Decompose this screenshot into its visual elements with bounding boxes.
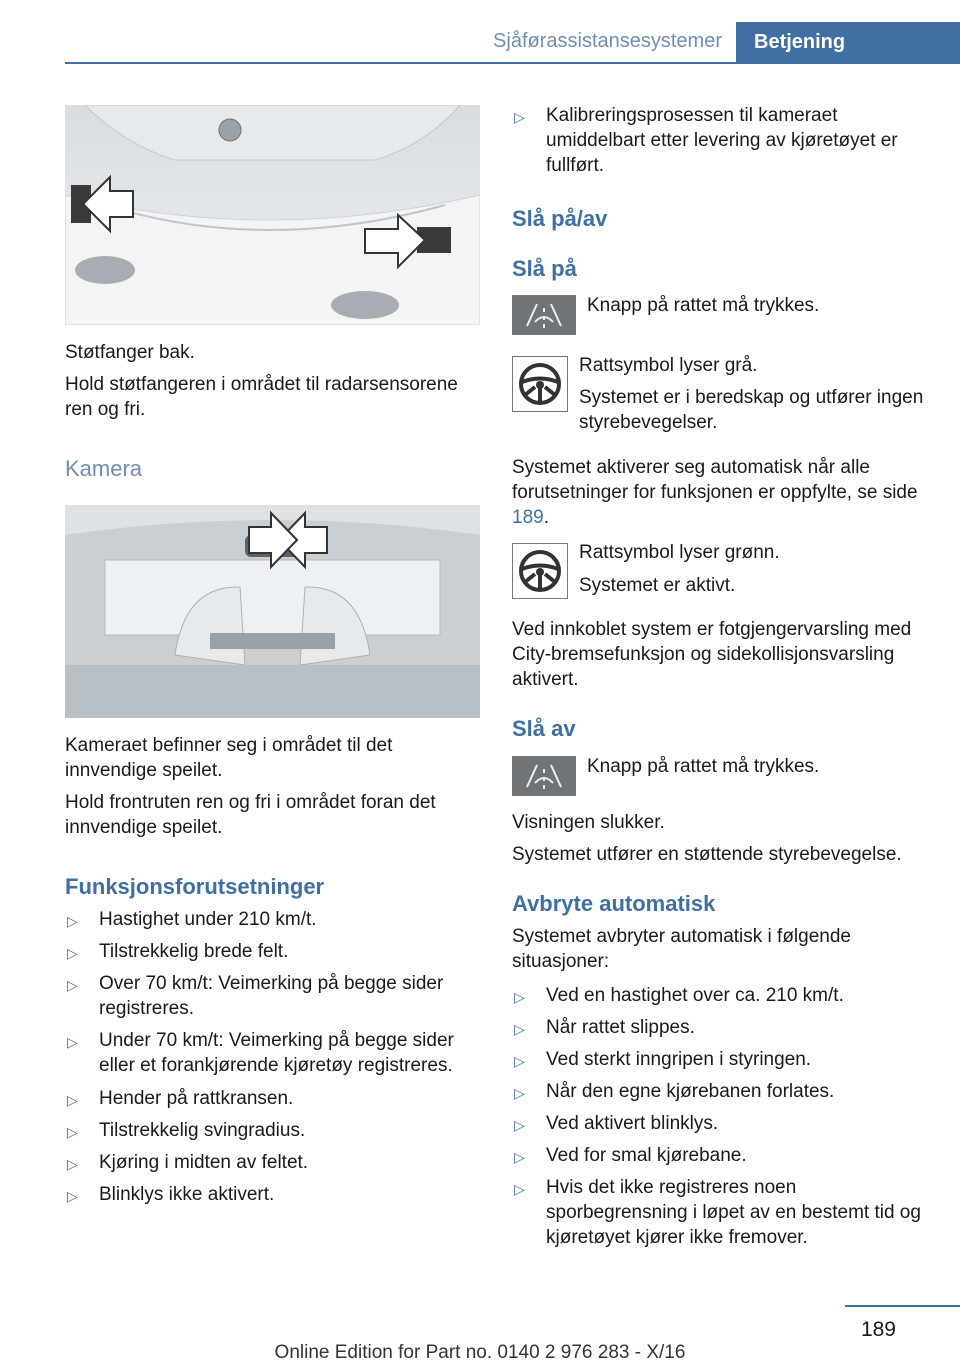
list-item: ▷ Når rattet slippes. (512, 1015, 927, 1040)
lane-assist-button-icon[interactable] (512, 295, 576, 335)
list-item: ▷ Over 70 km/t: Veimerking på begge sider registreres. (67, 973, 444, 1019)
triangle-bullet-icon: ▷ (67, 977, 78, 993)
triangle-bullet-icon: ▷ (514, 109, 525, 125)
triangle-bullet-icon: ▷ (67, 913, 78, 929)
list-item: ▷ Hender på rattkransen. (65, 1086, 485, 1111)
triangle-bullet-icon: ▷ (514, 989, 525, 1005)
list-item: ▷ Kjøring i midten av feltet. (65, 1150, 485, 1175)
steering-wheel-gray-icon (512, 356, 568, 412)
bumper-caption: Støtfanger bak. (65, 342, 195, 363)
off-line-1: Visningen slukker. (512, 812, 665, 833)
list-item: ▷ Blinklys ikke aktivert. (65, 1182, 485, 1207)
off-line-2: Systemet utfører en støttende styrebevegelse. (512, 844, 902, 865)
header-chapter-tab[interactable]: Betjening (736, 22, 960, 62)
triangle-bullet-icon: ▷ (67, 1156, 78, 1172)
green-symbol-line2: Systemet er aktivt. (579, 575, 736, 596)
list-item: ▷ Når den egne kjørebanen forlates. (512, 1079, 927, 1104)
header-section-title: Sjåførassistansesystemer (493, 30, 722, 52)
gray-symbol-line2: Systemet er i beredskap og utfører ingen styrebevegelser. (579, 387, 924, 433)
on-off-heading: Slå på/av (512, 206, 608, 231)
triangle-bullet-icon: ▷ (514, 1021, 525, 1037)
gray-symbol-line1: Rattsymbol lyser grå. (579, 355, 758, 376)
active-systems-text: Ved innkoblet system er fotgjengervarsling med City-bremsefunksjon og sidekollisjonsvarsling aktivert. (512, 619, 912, 690)
footer-rule (845, 1305, 960, 1307)
lane-assist-button-icon[interactable] (512, 756, 576, 796)
list-item: ▷ Ved en hastighet over ca. 210 km/t. (512, 983, 927, 1008)
triangle-bullet-icon: ▷ (514, 1149, 525, 1165)
page-link[interactable]: 189 (512, 507, 544, 528)
list-item: ▷ Hvis det ikke registreres noen sporbegrensning i løpet av en bestemt tid og kjøretøyet kjører ikke fremover. (514, 1177, 921, 1248)
list-item: ▷ Ved aktivert blinklys. (512, 1111, 927, 1136)
camera-heading: Kamera (65, 456, 143, 481)
steering-wheel-green-icon (512, 543, 568, 599)
switch-off-heading: Slå av (512, 716, 576, 741)
list-item: ▷ Hastighet under 210 km/t. (65, 907, 485, 932)
abort-intro-text: Systemet avbryter automatisk i følgende situasjoner: (512, 926, 851, 972)
windshield-camera-image (65, 505, 480, 718)
camera-text-2: Hold frontruten ren og fri i området foran det innvendige speilet. (65, 792, 436, 838)
triangle-bullet-icon: ▷ (514, 1181, 525, 1197)
triangle-bullet-icon: ▷ (514, 1085, 525, 1101)
edition-footer: Online Edition for Part no. 0140 2 976 283 - X/16 (274, 1342, 686, 1362)
list-item: ▷ Kalibreringsprosessen til kameraet umiddelbart etter levering av kjøretøyet er fullført. (514, 105, 898, 176)
function-requirements-heading: Funksjonsforutsetninger (65, 874, 325, 899)
header-rule (65, 62, 960, 64)
list-item: ▷ Ved for smal kjørebane. (512, 1143, 927, 1168)
list-item: ▷ Ved sterkt inngripen i styringen. (512, 1047, 927, 1072)
auto-activation-text: Systemet aktiverer seg automatisk når alle forutsetninger for funksjonen er oppfylte, se side 189. (512, 457, 918, 528)
triangle-bullet-icon: ▷ (67, 945, 78, 961)
triangle-bullet-icon: ▷ (67, 1092, 78, 1108)
abort-automatic-heading: Avbryte automatisk (512, 891, 716, 916)
green-symbol-line1: Rattsymbol lyser grønn. (579, 542, 780, 563)
triangle-bullet-icon: ▷ (514, 1117, 525, 1133)
bumper-text: Hold støtfangeren i området til radarsensorene ren og fri. (65, 374, 458, 420)
list-item: ▷ Under 70 km/t: Veimerking på begge sider eller et forankjørende kjøretøy registreres. (67, 1030, 454, 1076)
triangle-bullet-icon: ▷ (514, 1053, 525, 1069)
press-button-text: Knapp på rattet må trykkes. (587, 756, 820, 777)
list-item: ▷ Tilstrekkelig brede felt. (65, 939, 485, 964)
camera-text-1: Kameraet befinner seg i området til det innvendige speilet. (65, 735, 393, 781)
press-button-text: Knapp på rattet må trykkes. (587, 295, 820, 316)
rear-bumper-image (65, 105, 480, 325)
triangle-bullet-icon: ▷ (67, 1188, 78, 1204)
page-number: 189 (860, 1318, 896, 1341)
switch-on-heading: Slå på (512, 256, 577, 281)
list-item: ▷ Tilstrekkelig svingradius. (65, 1118, 485, 1143)
triangle-bullet-icon: ▷ (67, 1034, 78, 1050)
triangle-bullet-icon: ▷ (67, 1124, 78, 1140)
